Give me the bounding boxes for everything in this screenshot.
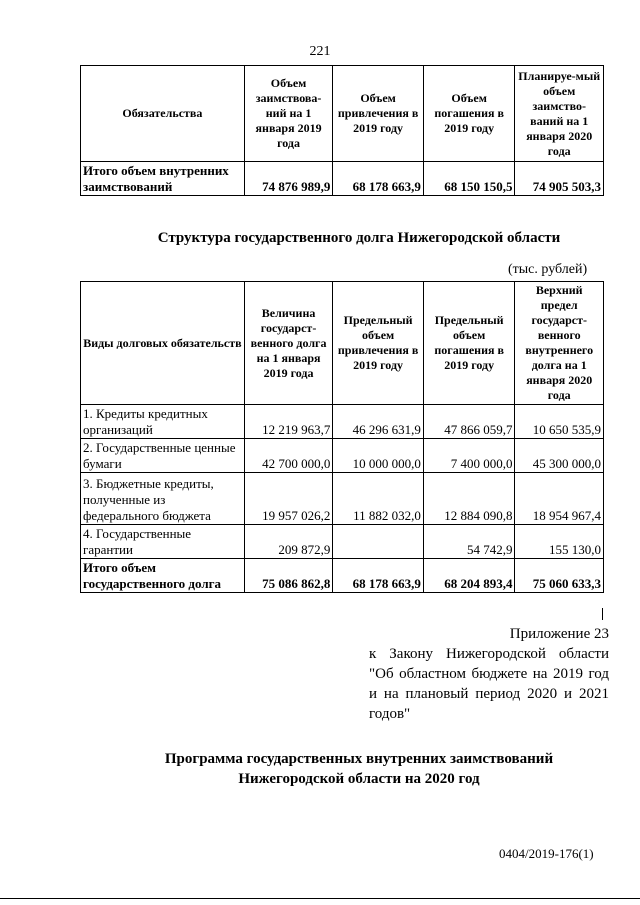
header-cell: Предельный объем привлечения в 2019 году	[333, 282, 424, 405]
row-label: Итого объем внутренних заимствований	[81, 162, 245, 196]
table-row	[81, 473, 604, 525]
row-label: 3. Бюджетные кредиты, полученные из федерального бюджета	[81, 473, 245, 525]
table-header-row	[81, 282, 604, 405]
appendix-block	[369, 624, 609, 724]
value-cell: 74 905 503,3	[515, 162, 604, 196]
program-title	[0, 749, 640, 789]
value-cell	[333, 525, 424, 559]
value-cell: 68 178 663,9	[333, 162, 424, 196]
row-label: 1. Кредиты кредитных организаций	[81, 405, 245, 439]
header-cell: Предельный объем погашения в 2019 году	[423, 282, 515, 405]
row-label: 2. Государственные ценные бумаги	[81, 439, 245, 473]
header-cell: Объем погашения в 2019 году	[423, 66, 515, 162]
debt-structure-title: Структура государственного долга Нижегородской области	[157, 230, 561, 246]
value-cell: 7 400 000,0	[423, 439, 515, 473]
units-label: (тыс. рублей)	[508, 262, 588, 277]
value-cell: 74 876 989,9	[244, 162, 333, 196]
value-cell: 155 130,0	[515, 525, 604, 559]
value-cell: 68 150 150,5	[423, 162, 515, 196]
table-total-row	[81, 559, 604, 593]
program-title-line: Программа государственных внутренних заимствований	[164, 751, 554, 767]
table-header-row	[81, 66, 604, 162]
table-row	[81, 405, 604, 439]
appendix-text: к Закону Нижегородской области "Об областном бюджете на 2019 год и на плановый период 2020 и 2021 годов"	[369, 646, 609, 722]
header-cell: Планируе-мый объем заимство-ваний на 1 января 2020 года	[515, 66, 604, 162]
table-row	[81, 439, 604, 473]
value-cell: 42 700 000,0	[244, 439, 333, 473]
row-label: Итого объем государственного долга	[81, 559, 245, 593]
value-cell: 68 204 893,4	[423, 559, 515, 593]
page-number: 221	[309, 44, 331, 59]
appendix-number: Приложение 23	[509, 626, 609, 642]
header-cell: Величина государст-венного долга на 1 января 2019 года	[244, 282, 333, 405]
header-cell: Объем заимствова-ний на 1 января 2019 года	[244, 66, 333, 162]
value-cell: 45 300 000,0	[515, 439, 604, 473]
value-cell: 10 000 000,0	[333, 439, 424, 473]
value-cell: 12 884 090,8	[423, 473, 515, 525]
value-cell: 54 742,9	[423, 525, 515, 559]
row-label: 4. Государственные гарантии	[81, 525, 245, 559]
value-cell: 19 957 026,2	[244, 473, 333, 525]
debt-structure-table	[80, 281, 604, 593]
value-cell: 209 872,9	[244, 525, 333, 559]
value-cell: 18 954 967,4	[515, 473, 604, 525]
document-code: 0404/2019-176(1)	[499, 846, 594, 861]
value-cell: 12 219 963,7	[244, 405, 333, 439]
value-cell: 46 296 631,9	[333, 405, 424, 439]
value-cell: 75 060 633,3	[515, 559, 604, 593]
header-cell: Виды долговых обязательств	[81, 282, 245, 405]
value-cell: 10 650 535,9	[515, 405, 604, 439]
program-title-line: Нижегородской области на 2020 год	[238, 771, 480, 787]
table-row	[81, 162, 604, 196]
header-cell: Верхний предел государст-венного внутреннего долга на 1 января 2020 года	[515, 282, 604, 405]
header-cell: Объем привлечения в 2019 году	[333, 66, 424, 162]
table-row	[81, 525, 604, 559]
footer-divider	[0, 898, 640, 899]
header-cell: Обязательства	[81, 66, 245, 162]
borrowings-table	[80, 65, 604, 196]
margin-mark	[602, 608, 603, 620]
value-cell: 75 086 862,8	[244, 559, 333, 593]
value-cell: 47 866 059,7	[423, 405, 515, 439]
value-cell: 68 178 663,9	[333, 559, 424, 593]
value-cell: 11 882 032,0	[333, 473, 424, 525]
